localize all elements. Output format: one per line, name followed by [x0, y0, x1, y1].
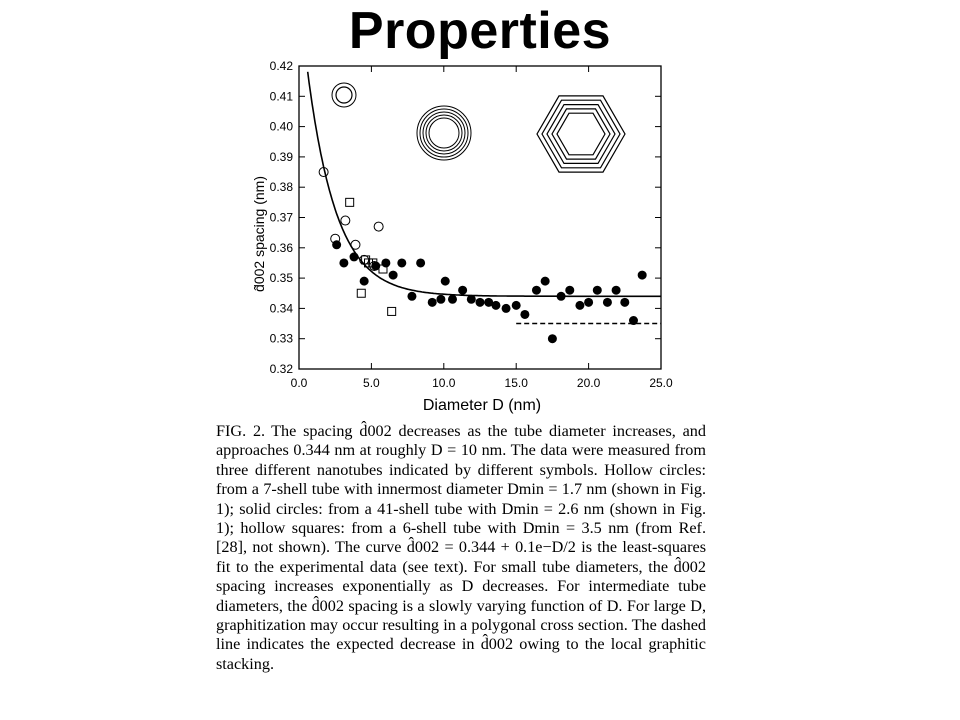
x-tick-label: 15.0	[504, 376, 528, 390]
inset-hexagon	[557, 113, 605, 155]
data-point-solid-circle	[620, 298, 629, 307]
y-tick-label: 0.37	[269, 210, 293, 225]
data-point-solid-circle	[448, 295, 457, 304]
y-tick-label: 0.35	[269, 271, 293, 286]
data-point-solid-circle	[541, 277, 550, 286]
data-point-solid-circle	[603, 298, 612, 307]
data-point-solid-circle	[389, 271, 398, 280]
chart-axes	[270, 59, 673, 390]
inset-ring	[420, 109, 468, 157]
data-point-hollow-circle	[374, 222, 383, 231]
inset-hexagon	[552, 109, 610, 159]
data-point-solid-circle	[458, 286, 467, 295]
slide-title: Properties	[348, 2, 612, 60]
data-point-solid-circle	[584, 298, 593, 307]
y-tick-label: 0.36	[269, 240, 293, 255]
data-point-solid-circle	[416, 258, 425, 267]
data-point-solid-circle	[381, 258, 390, 267]
data-point-solid-circle	[593, 286, 602, 295]
data-point-solid-circle	[532, 286, 541, 295]
x-tick-label: 0.0	[290, 376, 308, 390]
data-point-hollow-circle	[351, 240, 360, 249]
data-point-solid-circle	[441, 277, 450, 286]
data-point-solid-circle	[512, 301, 521, 310]
inset-ring	[426, 115, 462, 151]
inset-ring	[336, 87, 352, 103]
inset-ring	[429, 118, 459, 148]
data-point-solid-circle	[428, 298, 437, 307]
y-tick-label: 0.38	[269, 180, 293, 195]
inset-hexagon	[537, 96, 625, 172]
data-point-solid-circle	[360, 277, 369, 286]
data-point-solid-circle	[397, 258, 406, 267]
y-tick-label: 0.34	[269, 301, 293, 316]
data-point-solid-circle	[575, 301, 584, 310]
y-tick-label: 0.41	[269, 89, 293, 104]
data-point-hollow-square	[357, 289, 365, 297]
y-tick-label: 0.39	[269, 149, 293, 164]
data-point-solid-circle	[436, 295, 445, 304]
data-point-solid-circle	[339, 258, 348, 267]
data-point-hollow-circle	[341, 216, 350, 225]
data-point-solid-circle	[467, 295, 476, 304]
y-tick-label: 0.32	[269, 362, 293, 376]
inset-ring	[417, 106, 471, 160]
hexagonal-tube-icon	[537, 96, 625, 172]
data-point-solid-circle	[502, 304, 511, 313]
x-axis-label: Diameter D (nm)	[422, 397, 542, 414]
caption-label: FIG. 2.	[216, 422, 266, 440]
y-tick-label: 0.40	[269, 119, 293, 134]
data-point-solid-circle	[491, 301, 500, 310]
x-tick-label: 20.0	[576, 376, 601, 390]
data-point-solid-circle	[548, 334, 557, 343]
data-point-hollow-square	[346, 198, 354, 206]
y-tick-label: 0.33	[269, 331, 293, 346]
data-point-solid-circle	[638, 271, 647, 280]
circular-tube-multishell-icon	[417, 106, 471, 160]
data-point-solid-circle	[557, 292, 566, 301]
data-point-solid-circle	[612, 286, 621, 295]
x-tick-label: 5.0	[363, 376, 380, 390]
x-tick-label: 25.0	[649, 376, 673, 390]
caption-text: The spacing d̂002 decreases as the tube diameter increases, and approaches 0.344 nm at roughly D = 10 nm. The data were measured from three different nanotubes indicated by different symbols. Hollow circles: from a 7-shell tube with innermost diameter Dmin = 1.7 nm (shown in Fig. 1); solid circles: from a 41-shell tube with Dmin = 2.6 nm (shown in Fig. 1); hollow squares: from a 6-shell tube with Dmin = 3.5 nm (from Ref. [28], not shown). The curve d̂002 = 0.344 + 0.1e−D/2 is the least-squares fit to the experimental data (see text). For small tube diameters, the d̂002 spacing increases exponentially as D decreases. For intermediate tube diameters, the d̂002 spacing is a slowly varying function of D. For large D, graphitization may occur resulting in a polygonal cross section. The dashed line indicates the expected decrease in d̂002 owing to the local graphitic stacking.	[216, 422, 706, 673]
data-point-hollow-square	[388, 307, 396, 315]
data-point-solid-circle	[332, 240, 341, 249]
data-point-solid-circle	[350, 252, 359, 261]
inset-hexagon	[542, 100, 620, 168]
chart-insets	[332, 83, 625, 172]
figure-caption	[216, 422, 706, 674]
data-point-solid-circle	[476, 298, 485, 307]
y-tick-label: 0.42	[269, 59, 293, 73]
data-point-solid-circle	[407, 292, 416, 301]
x-tick-label: 10.0	[432, 376, 456, 390]
data-point-solid-circle	[520, 310, 529, 319]
circular-tube-small-icon	[332, 83, 356, 107]
y-axis-label: d̂002 spacing (nm)	[251, 176, 267, 292]
data-point-solid-circle	[629, 316, 638, 325]
data-point-solid-circle	[565, 286, 574, 295]
